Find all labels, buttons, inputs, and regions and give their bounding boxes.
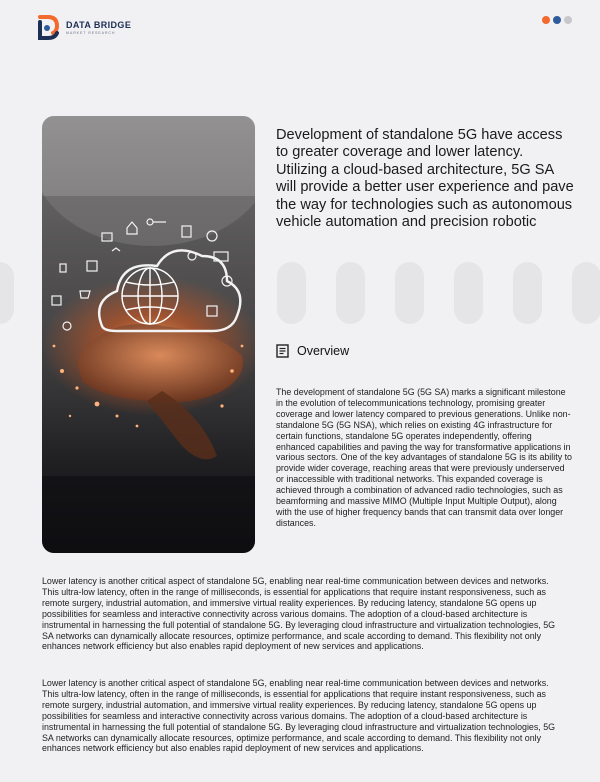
body-paragraph: Lower latency is another critical aspect of standalone 5G, enabling near real-time communication between devices and networks. This ultra-low latency, often in the range of milliseconds, is essential for applications that require instant responsiveness, such as remote surgery, industrial automation, and immersive virtual reality experiences. By reducing latency, standalone 5G opens up possibilities for seamless and interactive connectivity across various domains. The adoption of a cloud-based architecture is instrumental in harnessing the full potential of standalone 5G. By leveraging cloud infrastructure and virtualization technologies, 5G SA networks can dynamically allocate resources, optimize performance, and scale according to demand. This flexibility not only enhances network efficiency but also enables rapid deployment of new services and applications. [42, 576, 556, 652]
body-paragraph: Lower latency is another critical aspect of standalone 5G, enabling near real-time communication between devices and networks. This ultra-low latency, often in the range of milliseconds, is essential for applications that require instant responsiveness, such as remote surgery, industrial automation, and immersive virtual reality experiences. By reducing latency, standalone 5G opens up possibilities for seamless and interactive connectivity across various domains. The adoption of a cloud-based architecture is instrumental in harnessing the full potential of standalone 5G. By leveraging cloud infrastructure and virtualization technologies, 5G SA networks can dynamically allocate resources, optimize performance, and scale according to demand. This flexibility not only enhances network efficiency but also enables rapid deployment of new services and applications. [42, 678, 556, 754]
decorative-pill [277, 262, 306, 324]
overview-body: The development of standalone 5G (5G SA) marks a significant milestone in the evolution of telecommunications technology, promising greater coverage and lower latency compared to previous generations. Unlike non-standalone 5G (5G NSA), which relies on existing 4G infrastructure for certain functions, standalone 5G operates independently, offering enhanced capabilities and paving the way for transformative applications in various sectors. One of the key advantages of standalone 5G is its ability to provide wider coverage, reaching areas that were previously underserved or inaccessible with traditional networks. This expanded coverage is achieved through a combination of advanced radio technologies, such as beamforming and massive MIMO (Multiple Input Multiple Output), along with the use of higher frequency bands that can transmit data over longer distances. [276, 387, 572, 528]
overview-heading [276, 344, 349, 358]
orange-dot-icon [542, 16, 550, 24]
brand-name: DATA BRIDGE [66, 19, 132, 30]
decorative-pill [572, 262, 600, 324]
document-icon [276, 344, 289, 358]
decorative-pill [395, 262, 424, 324]
overview-title: Overview [297, 344, 350, 358]
decorative-pill [336, 262, 365, 324]
brand-logo-icon [36, 14, 62, 42]
hero-image [42, 116, 255, 553]
blue-dot-icon [553, 16, 561, 24]
network-hand-image [42, 116, 255, 553]
decorative-pill [454, 262, 483, 324]
decorative-pill [0, 262, 14, 324]
brand-logo[interactable] [36, 14, 131, 42]
decorative-dots [542, 16, 572, 24]
headline: Development of standalone 5G have access to greater coverage and lower latency. Utilizing a cloud-based architecture, 5G SA will provide a better user experience and pave the way for technologies such as autonomous vehicle automation and precision robotic [276, 127, 574, 231]
decorative-pill [513, 262, 542, 324]
brand-tagline: MARKET RESEARCH [66, 30, 116, 35]
grey-dot-icon [564, 16, 572, 24]
